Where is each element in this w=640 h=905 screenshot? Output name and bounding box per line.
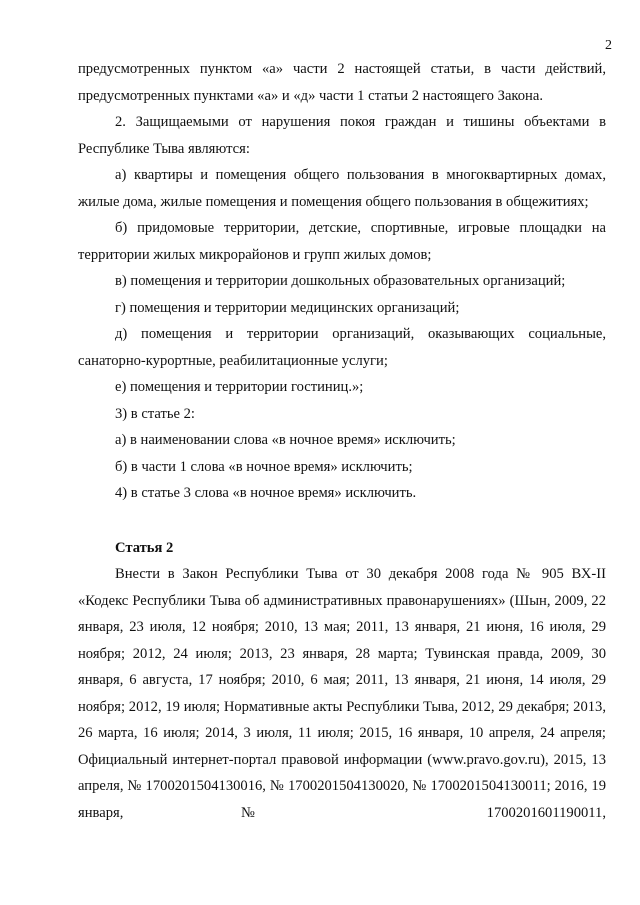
article-text: Внести в Закон Республики Тыва от 30 декабря 2008 года № 905 ВХ-II «Кодекс Республики Тыва об административных правонарушениях» (Шын, 2009, 22 января, 23 июля, 12 ноября; 2010, 13 мая; 2011, 13 января, 21 июня, 16 июля, 29 ноября; 2012, 24 июля; 2013, 23 января, 28 марта; Тувинская правда, 2009, 30 января, 6 августа, 17 ноября; 2010, 6 мая; 2011, 13 января, 21 июня, 14 июля, 29 ноября; 2012, 19 июля; Нормативные акты Республики Тыва, 2012, 29 декабря; 2013, 26 марта, 16 июля; 2014, 3 июля, 11 июля; 2015, 16 января, 10 апреля, 24 апреля; Официальный интернет-портал правовой информации (www.pravo.gov.ru), 2015, 13 апреля, № 1700201504130016, № 1700201504130020, № 1700201504130011; 2016, 19 января, № 1700201601190011,: [78, 566, 606, 821]
list-item-a: а) квартиры и помещения общего пользования в многоквартирных домах, жилые дома, жилые помещения и помещения общего пользования в общежитиях;: [78, 167, 606, 210]
list-item-e: е) помещения и территории гостиниц.»;: [115, 379, 364, 395]
list-item-b: б) придомовые территории, детские, спортивные, игровые площадки на территории жилых микрорайонов и групп жилых домов;: [78, 220, 606, 263]
page-number: 2: [605, 38, 612, 53]
article-heading: Статья 2: [115, 539, 174, 556]
paragraph-protected-objects: 2. Защищаемыми от нарушения покоя граждан и тишины объектами в Республике Тыва являются:: [78, 114, 606, 157]
document-body: [78, 56, 606, 826]
amendment-3a: а) в наименовании слова «в ночное время» исключить;: [115, 432, 456, 448]
amendment-3b: б) в части 1 слова «в ночное время» исключить;: [115, 458, 413, 475]
list-item-d: д) помещения и территории организаций, оказывающих социальные, санаторно-курортные, реабилитационные услуги;: [78, 326, 606, 369]
amendment-4: 4) в статье 3 слова «в ночное время» исключить.: [115, 485, 417, 501]
amendment-3: 3) в статье 2:: [115, 405, 195, 422]
paragraph-continuation: предусмотренных пунктом «а» части 2 настоящей статьи, в части действий, предусмотренных пунктами «а» и «д» части 1 статьи 2 настоящего Закона.: [78, 61, 606, 104]
list-item-g: г) помещения и территории медицинских организаций;: [115, 299, 460, 316]
list-item-v: в) помещения и территории дошкольных образовательных организаций;: [115, 273, 566, 289]
